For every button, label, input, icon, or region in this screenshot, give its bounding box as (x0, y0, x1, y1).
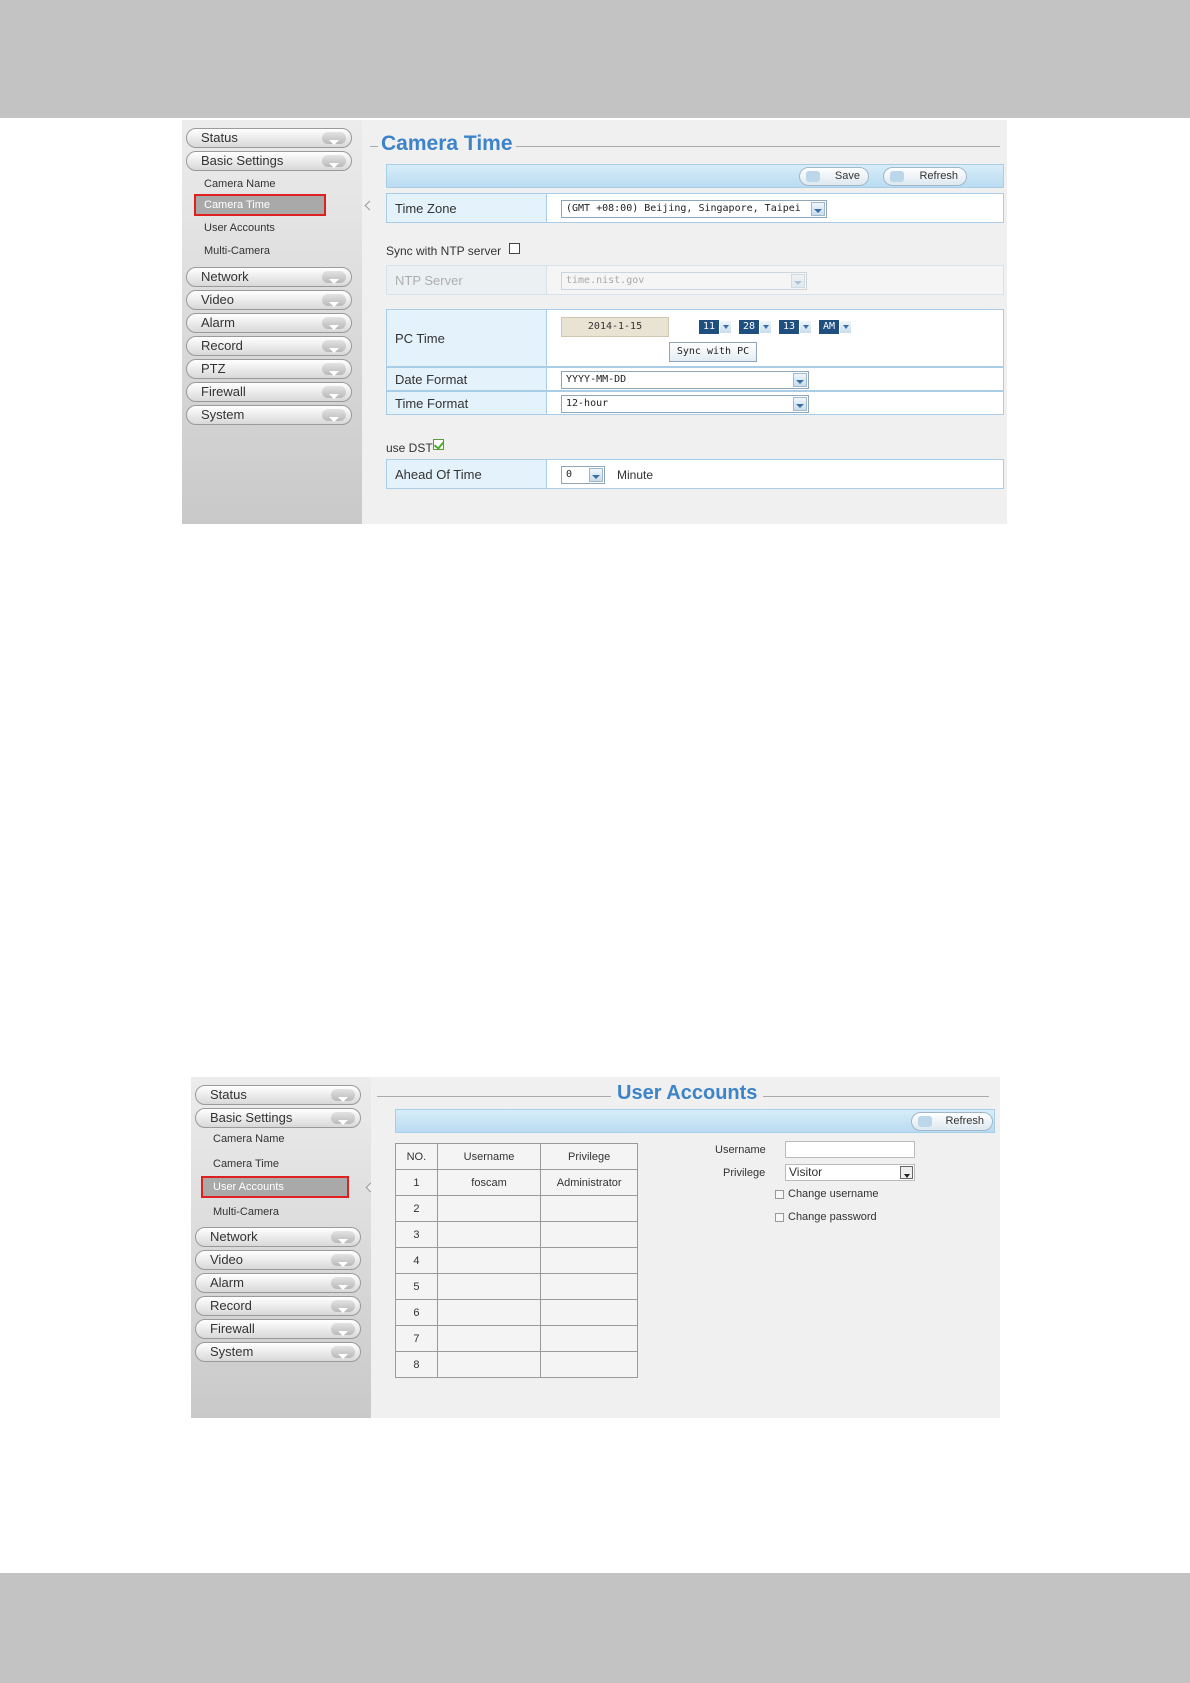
page-footer-band (0, 1573, 1190, 1683)
ampm-value: AM (819, 320, 839, 334)
sidebar-item-status[interactable] (186, 128, 352, 148)
sidebar-item-system[interactable] (195, 1342, 361, 1362)
date-format-select[interactable] (561, 371, 809, 389)
sidebar-item-label: Status (201, 130, 238, 145)
table-header-row (396, 1144, 638, 1170)
sidebar-item-label: Status (210, 1087, 247, 1102)
page-title: User Accounts (611, 1082, 763, 1105)
header-username: Username (437, 1144, 541, 1170)
cell-username (437, 1196, 541, 1222)
sync-ntp-checkbox[interactable] (509, 243, 520, 254)
save-icon (806, 171, 820, 182)
change-password-checkbox[interactable] (775, 1213, 784, 1222)
sidebar-item-label: System (201, 407, 245, 422)
username-label: Username (715, 1144, 766, 1156)
use-dst-checkbox[interactable] (433, 439, 444, 450)
time-zone-label: Time Zone (387, 194, 547, 222)
cell-privilege (541, 1352, 638, 1378)
time-format-value: 12-hour (566, 398, 609, 409)
sidebar-sub-camera-name[interactable]: Camera Name (204, 178, 276, 190)
ntp-server-row (386, 265, 1004, 295)
refresh-button[interactable] (911, 1112, 993, 1131)
sidebar-item-firewall[interactable] (195, 1319, 361, 1339)
time-zone-value: (GMT +08:00) Beijing, Singapore, Taipei (566, 203, 801, 214)
privilege-select[interactable] (785, 1164, 915, 1181)
sidebar-sub-user-accounts[interactable]: User Accounts (204, 222, 275, 234)
sidebar-item-label: PTZ (201, 361, 226, 376)
chevron-down-icon (720, 321, 731, 333)
sidebar-item-status[interactable] (195, 1085, 361, 1105)
username-input[interactable] (785, 1141, 915, 1158)
cell-no: 2 (396, 1196, 438, 1222)
chevron-down-icon (331, 1323, 355, 1335)
save-label: Save (834, 170, 860, 182)
chevron-down-icon (322, 386, 346, 398)
refresh-icon (918, 1116, 932, 1127)
table-row[interactable] (396, 1274, 638, 1300)
chevron-down-icon (331, 1300, 355, 1312)
sidebar-item-video[interactable] (186, 290, 352, 310)
table-row[interactable] (396, 1248, 638, 1274)
header-no: NO. (396, 1144, 438, 1170)
sidebar-sub-user-accounts[interactable]: User Accounts (213, 1181, 284, 1193)
sidebar-item-record[interactable] (186, 336, 352, 356)
sidebar-item-label: System (210, 1344, 254, 1359)
chevron-down-icon (589, 468, 603, 482)
chevron-down-icon (760, 321, 771, 333)
sidebar-item-basic-settings[interactable] (195, 1108, 361, 1128)
sidebar-item-network[interactable] (186, 267, 352, 287)
chevron-down-icon (322, 317, 346, 329)
chevron-down-icon (322, 294, 346, 306)
table-row[interactable] (396, 1326, 638, 1352)
table-row[interactable] (396, 1352, 638, 1378)
cell-privilege (541, 1222, 638, 1248)
cell-username (437, 1300, 541, 1326)
table-row[interactable] (396, 1170, 638, 1196)
cell-no: 4 (396, 1248, 438, 1274)
users-table (395, 1143, 638, 1378)
sidebar-item-label: Record (201, 338, 243, 353)
sidebar (182, 120, 362, 524)
time-zone-select[interactable] (561, 200, 827, 218)
sidebar-item-basic-settings[interactable] (186, 151, 352, 171)
sidebar-pointer-icon (365, 201, 375, 211)
ntp-server-label: NTP Server (387, 266, 547, 294)
chevron-down-icon (793, 397, 807, 411)
chevron-down-icon (322, 409, 346, 421)
ahead-of-time-select[interactable] (561, 466, 605, 484)
cell-privilege (541, 1300, 638, 1326)
chevron-down-icon (322, 271, 346, 283)
sidebar-item-firewall[interactable] (186, 382, 352, 402)
table-row[interactable] (396, 1300, 638, 1326)
use-dst-label: use DST (386, 441, 433, 455)
sidebar-item-ptz[interactable] (186, 359, 352, 379)
ahead-of-time-label: Ahead Of Time (387, 460, 547, 488)
sidebar-item-video[interactable] (195, 1250, 361, 1270)
cell-username (437, 1248, 541, 1274)
ntp-server-select (561, 272, 807, 290)
chevron-down-icon (331, 1346, 355, 1358)
chevron-down-icon (800, 321, 811, 333)
refresh-icon (890, 171, 904, 182)
sidebar-sub-camera-time[interactable]: Camera Time (204, 199, 271, 211)
cell-no: 8 (396, 1352, 438, 1378)
sidebar-item-label: Alarm (210, 1275, 244, 1290)
sidebar-item-label: Basic Settings (210, 1110, 293, 1125)
chevron-down-icon (322, 363, 346, 375)
sidebar-item-system[interactable] (186, 405, 352, 425)
chevron-down-icon (331, 1112, 355, 1124)
cell-no: 1 (396, 1170, 438, 1196)
chevron-down-icon (791, 274, 805, 288)
toolbar (395, 1109, 995, 1133)
sidebar-item-network[interactable] (195, 1227, 361, 1247)
sidebar-sub-multi-camera[interactable]: Multi-Camera (204, 245, 271, 257)
sidebar-sub-camera-name[interactable]: Camera Name (213, 1133, 285, 1145)
chevron-down-icon (331, 1254, 355, 1266)
time-format-select[interactable] (561, 395, 809, 413)
chevron-down-icon (900, 1166, 913, 1179)
change-username-checkbox[interactable] (775, 1190, 784, 1199)
pc-time-label: PC Time (387, 310, 547, 366)
ntp-server-value: time.nist.gov (566, 275, 645, 286)
cell-privilege: Administrator (541, 1170, 638, 1196)
refresh-button[interactable] (883, 167, 967, 186)
pc-date-field[interactable]: 2014-1-15 (561, 317, 669, 337)
chevron-down-icon (331, 1277, 355, 1289)
sidebar-item-label: Video (210, 1252, 244, 1267)
chevron-down-icon (322, 340, 346, 352)
sidebar-sub-multi-camera[interactable]: Multi-Camera (213, 1206, 280, 1218)
cell-username (437, 1326, 541, 1352)
cell-username (437, 1274, 541, 1300)
privilege-value: Visitor (789, 1165, 823, 1179)
chevron-down-icon (322, 132, 346, 144)
sidebar-item-label: Firewall (210, 1321, 255, 1336)
sync-ntp-label: Sync with NTP server (386, 244, 502, 258)
minute-value: 28 (739, 320, 759, 334)
time-zone-row (386, 193, 1004, 223)
cell-username (437, 1222, 541, 1248)
time-format-label: Time Format (387, 392, 547, 414)
cell-no: 3 (396, 1222, 438, 1248)
refresh-label: Refresh (919, 170, 958, 182)
sidebar-item-alarm[interactable] (195, 1273, 361, 1293)
header-privilege: Privilege (541, 1144, 638, 1170)
pc-time-row (386, 309, 1004, 367)
ahead-of-time-row (386, 459, 1004, 489)
chevron-down-icon (793, 373, 807, 387)
cell-no: 5 (396, 1274, 438, 1300)
cell-no: 7 (396, 1326, 438, 1352)
page-header-band (0, 0, 1190, 118)
time-format-row (386, 391, 1004, 415)
cell-no: 6 (396, 1300, 438, 1326)
ahead-of-time-value: 0 (566, 469, 573, 480)
cell-privilege (541, 1274, 638, 1300)
sidebar-item-label: Alarm (201, 315, 235, 330)
chevron-down-icon (840, 321, 851, 333)
refresh-label: Refresh (945, 1115, 984, 1127)
date-format-label: Date Format (387, 368, 547, 390)
cell-username: foscam (437, 1170, 541, 1196)
chevron-down-icon (331, 1089, 355, 1101)
sidebar-item-record[interactable] (195, 1296, 361, 1316)
change-password-label: Change password (788, 1211, 877, 1223)
toolbar (386, 164, 1004, 188)
table-row[interactable] (396, 1222, 638, 1248)
sync-with-pc-button[interactable]: Sync with PC (669, 342, 757, 362)
table-row[interactable] (396, 1196, 638, 1222)
cell-privilege (541, 1196, 638, 1222)
date-format-row (386, 367, 1004, 391)
sidebar-item-label: Basic Settings (201, 153, 284, 168)
date-format-value: YYYY-MM-DD (566, 374, 627, 385)
change-username-label: Change username (788, 1188, 879, 1200)
sidebar-sub-camera-time[interactable]: Camera Time (213, 1158, 280, 1170)
cell-privilege (541, 1248, 638, 1274)
page-title: Camera Time (378, 132, 516, 156)
sidebar-item-label: Record (210, 1298, 252, 1313)
cell-privilege (541, 1326, 638, 1352)
user-accounts-screenshot (191, 1077, 1000, 1418)
privilege-label: Privilege (723, 1167, 766, 1179)
chevron-down-icon (331, 1231, 355, 1243)
sidebar (191, 1077, 371, 1418)
save-button[interactable] (799, 167, 869, 186)
camera-time-screenshot (182, 120, 1007, 524)
minute-unit-label: Minute (617, 468, 654, 482)
sidebar-item-label: Network (201, 269, 249, 284)
cell-username (437, 1352, 541, 1378)
chevron-down-icon (322, 155, 346, 167)
sidebar-item-alarm[interactable] (186, 313, 352, 333)
second-value: 13 (779, 320, 799, 334)
sidebar-item-label: Network (210, 1229, 258, 1244)
sidebar-item-label: Firewall (201, 384, 246, 399)
chevron-down-icon (811, 202, 825, 216)
sidebar-item-label: Video (201, 292, 235, 307)
hour-value: 11 (699, 320, 719, 334)
